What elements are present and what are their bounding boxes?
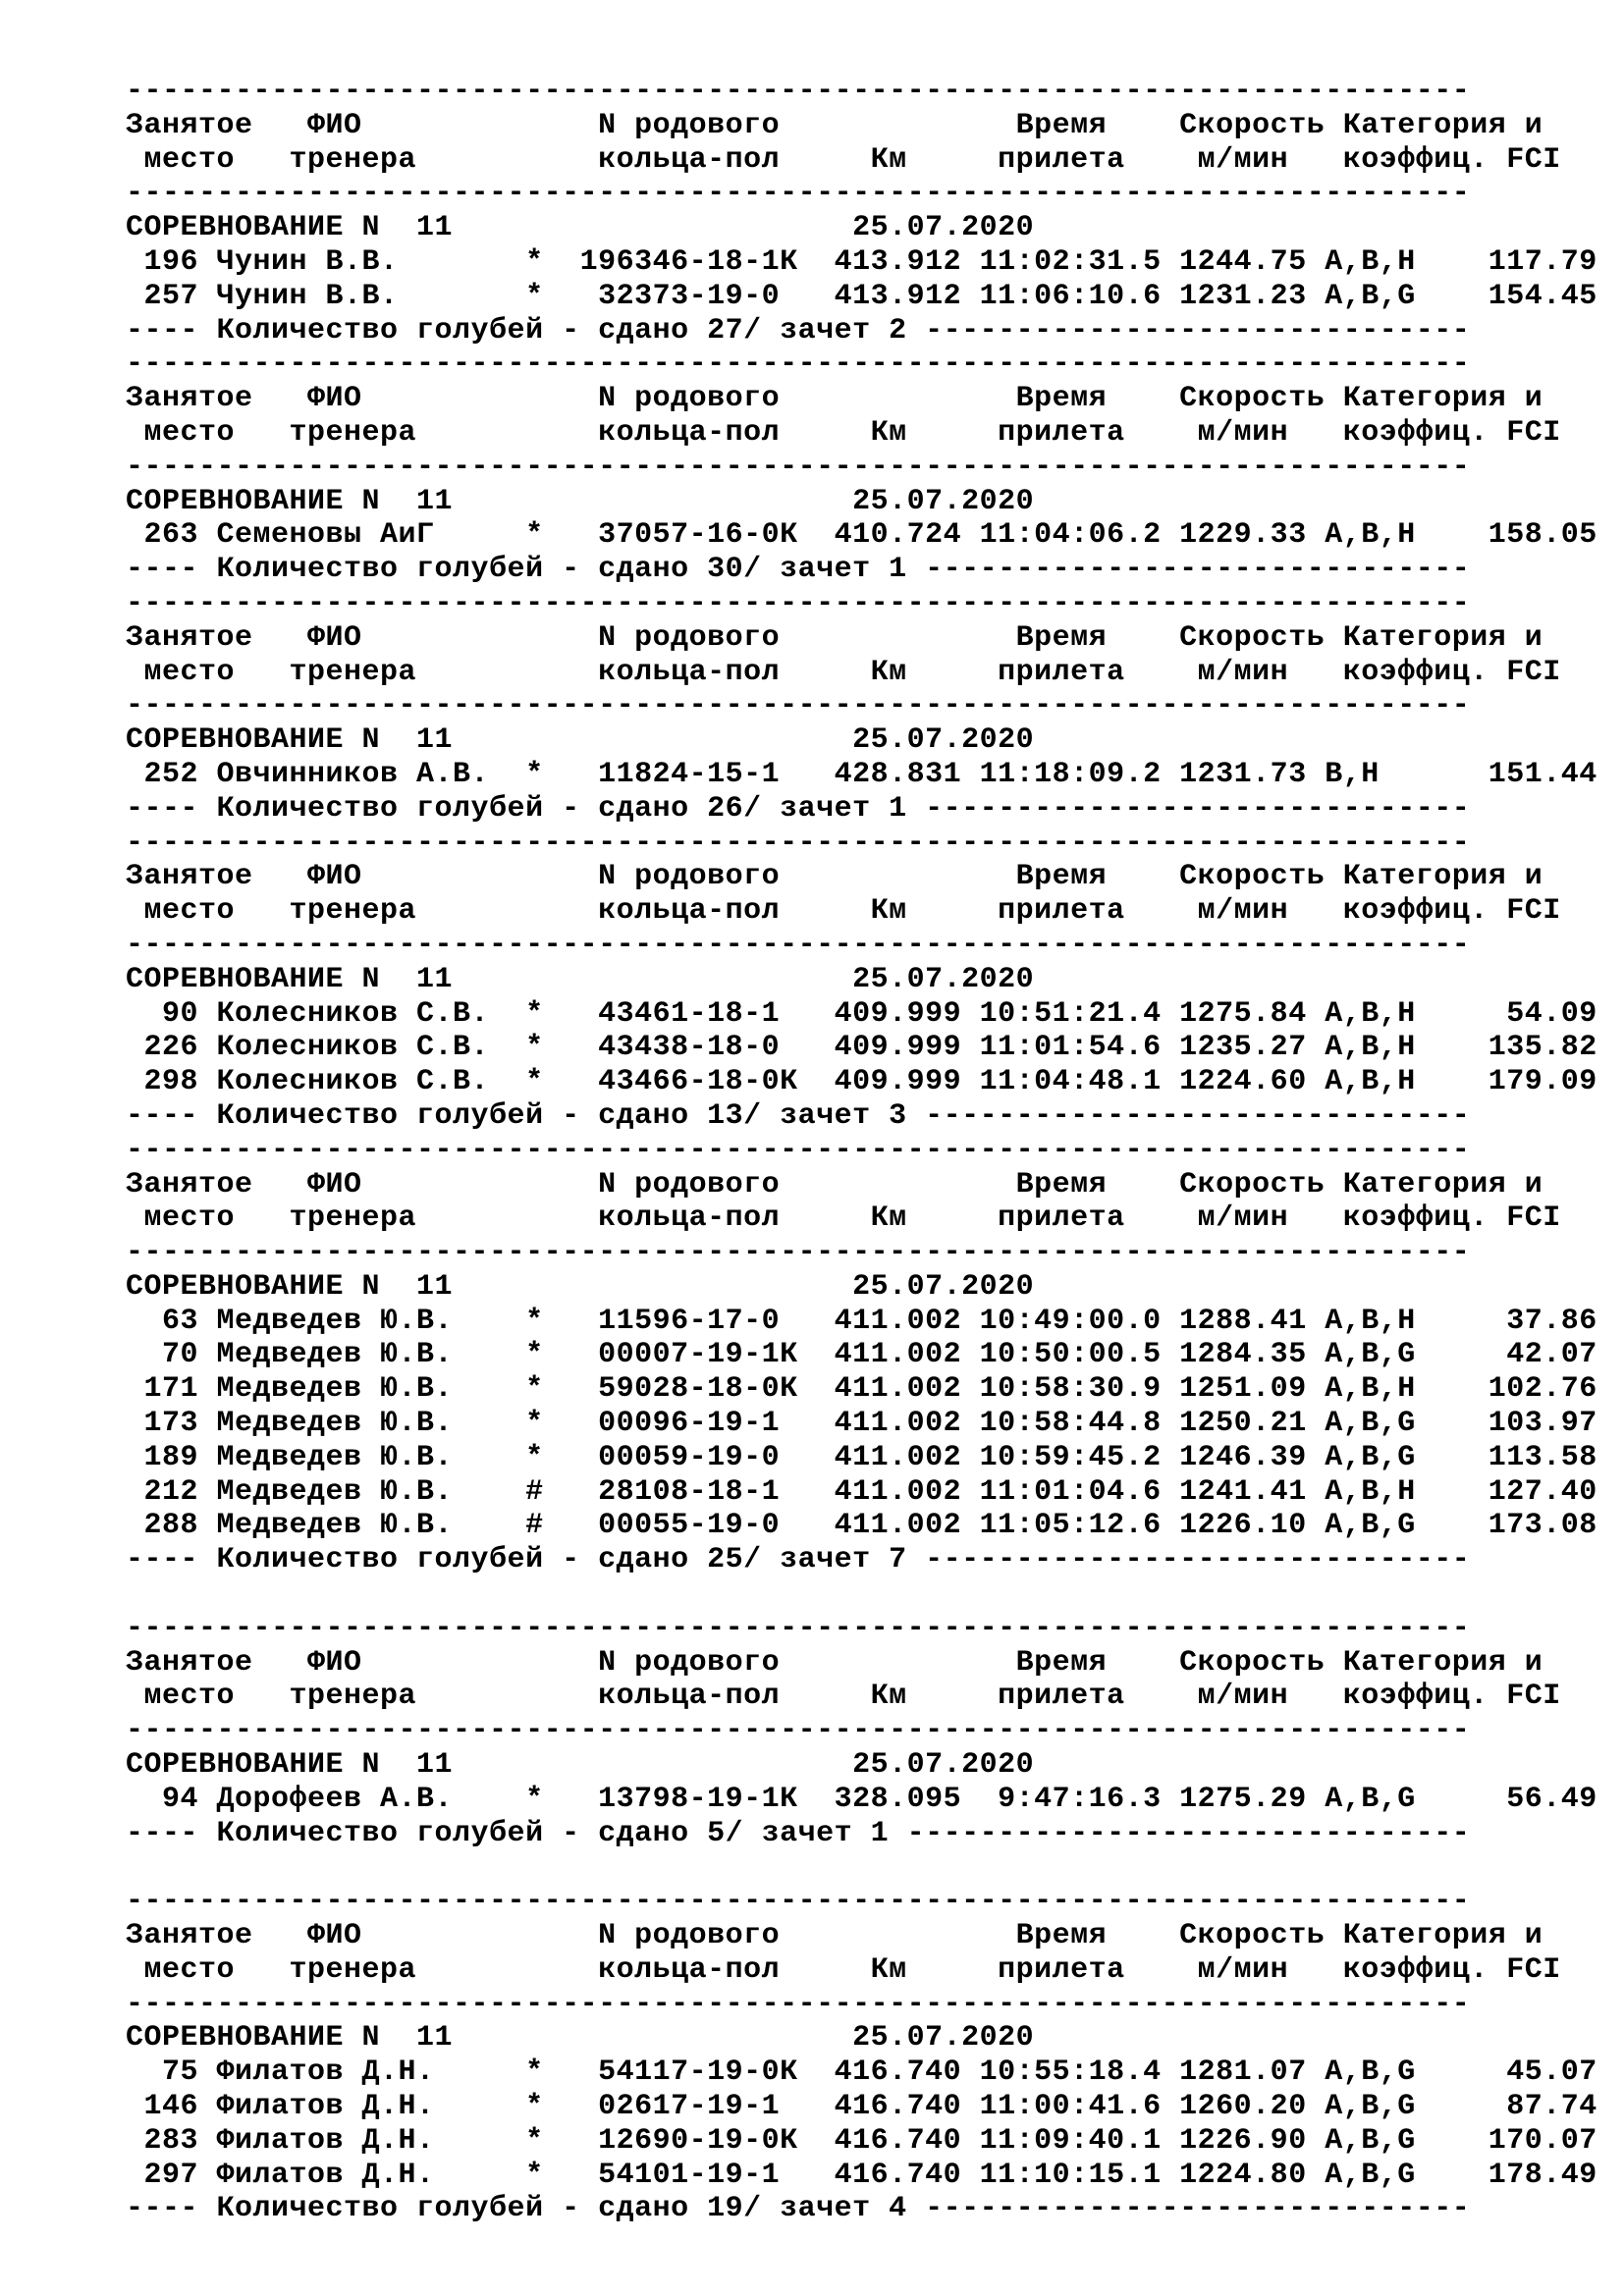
summary-line: ---- Количество голубей - сдано 26/ зачет 1 ------------------------------ bbox=[126, 791, 1471, 826]
summary-line: ---- Количество голубей - сдано 19/ зачет 4 ------------------------------ bbox=[126, 2192, 1471, 2226]
competition-line: СОРЕВНОВАНИЕ N 11 25.07.2020 bbox=[126, 484, 1035, 518]
result-row: 196 Чунин В.В. * 196346-18-1К 413.912 11:02:31.5 1244.75 A,B,H 117.79 bbox=[126, 244, 1597, 279]
result-row: 94 Дорофеев А.В. * 13798-19-1К 328.095 9:47:16.3 1275.29 A,B,G 56.49 bbox=[126, 1782, 1597, 1816]
separator-line: -------------------------------------------------------------------------- bbox=[126, 177, 1471, 211]
result-row: 171 Медведев Ю.В. * 59028-18-0К 411.002 10:58:30.9 1251.09 A,B,H 102.76 bbox=[126, 1372, 1597, 1407]
competition-line: СОРЕВНОВАНИЕ N 11 25.07.2020 bbox=[126, 211, 1035, 245]
result-row: 283 Филатов Д.Н. * 12690-19-0К 416.740 11:09:40.1 1226.90 A,B,G 170.07 bbox=[126, 2123, 1597, 2158]
result-row: 252 Овчинников А.В. * 11824-15-1 428.831 11:18:09.2 1231.73 B,H 151.44 bbox=[126, 757, 1597, 791]
column-header-line2: место тренера кольца-пол Км прилета м/мин коэффиц. FCI bbox=[126, 1201, 1561, 1236]
separator-line: -------------------------------------------------------------------------- bbox=[126, 450, 1471, 484]
separator-line: -------------------------------------------------------------------------- bbox=[126, 1236, 1471, 1270]
column-header-line2: место тренера кольца-пол Км прилета м/мин коэффиц. FCI bbox=[126, 415, 1561, 450]
summary-line: ---- Количество голубей - сдано 13/ зачет 3 ------------------------------ bbox=[126, 1098, 1471, 1133]
result-row: 173 Медведев Ю.В. * 00096-19-1 411.002 10:58:44.8 1250.21 A,B,G 103.97 bbox=[126, 1407, 1597, 1441]
result-row: 212 Медведев Ю.В. # 28108-18-1 411.002 11:01:04.6 1241.41 A,B,H 127.40 bbox=[126, 1474, 1597, 1509]
result-row: 189 Медведев Ю.В. * 00059-19-0 411.002 10:59:45.2 1246.39 A,B,G 113.58 bbox=[126, 1440, 1597, 1474]
separator-line: -------------------------------------------------------------------------- bbox=[126, 75, 1471, 108]
separator-line: -------------------------------------------------------------------------- bbox=[126, 347, 1471, 382]
column-header-line1: Занятое ФИО N родового Время Скорость Категория и bbox=[126, 860, 1543, 894]
summary-line: ---- Количество голубей - сдано 5/ зачет 1 ------------------------------- bbox=[126, 1816, 1471, 1850]
result-row: 298 Колесников С.В. * 43466-18-0К 409.999 11:04:48.1 1224.60 A,B,H 179.09 bbox=[126, 1065, 1597, 1099]
column-header-line2: место тренера кольца-пол Км прилета м/мин коэффиц. FCI bbox=[126, 142, 1561, 177]
result-row: 226 Колесников С.В. * 43438-18-0 409.999 11:01:54.6 1235.27 A,B,H 135.82 bbox=[126, 1031, 1597, 1065]
separator-line: -------------------------------------------------------------------------- bbox=[126, 1611, 1471, 1645]
result-row: 288 Медведев Ю.В. # 00055-19-0 411.002 11:05:12.6 1226.10 A,B,G 173.08 bbox=[126, 1509, 1597, 1543]
column-header-line2: место тренера кольца-пол Км прилета м/мин коэффиц. FCI bbox=[126, 1680, 1561, 1714]
separator-line: -------------------------------------------------------------------------- bbox=[126, 586, 1471, 620]
summary-line: ---- Количество голубей - сдано 25/ зачет 7 ------------------------------ bbox=[126, 1543, 1471, 1577]
result-row: 75 Филатов Д.Н. * 54117-19-0К 416.740 10:55:18.4 1281.07 A,B,G 45.07 bbox=[126, 2056, 1597, 2090]
column-header-line2: место тренера кольца-пол Км прилета м/мин коэффиц. FCI bbox=[126, 894, 1561, 929]
column-header-line2: место тренера кольца-пол Км прилета м/мин коэффиц. FCI bbox=[126, 1952, 1561, 1987]
summary-line: ---- Количество голубей - сдано 30/ зачет 1 ------------------------------ bbox=[126, 553, 1471, 587]
results-report bbox=[126, 75, 1597, 2226]
competition-line: СОРЕВНОВАНИЕ N 11 25.07.2020 bbox=[126, 962, 1035, 996]
separator-line: -------------------------------------------------------------------------- bbox=[126, 928, 1471, 962]
result-row: 63 Медведев Ю.В. * 11596-17-0 411.002 10:49:00.0 1288.41 A,B,H 37.86 bbox=[126, 1304, 1597, 1338]
column-header-line1: Занятое ФИО N родового Время Скорость Категория и bbox=[126, 382, 1543, 416]
competition-line: СОРЕВНОВАНИЕ N 11 25.07.2020 bbox=[126, 1269, 1035, 1304]
result-row: 146 Филатов Д.Н. * 02617-19-1 416.740 11:00:41.6 1260.20 A,B,G 87.74 bbox=[126, 2090, 1597, 2124]
column-header-line1: Занятое ФИО N родового Время Скорость Категория и bbox=[126, 1167, 1543, 1201]
blank-line bbox=[126, 1577, 1597, 1612]
separator-line: -------------------------------------------------------------------------- bbox=[126, 826, 1471, 860]
competition-line: СОРЕВНОВАНИЕ N 11 25.07.2020 bbox=[126, 2021, 1035, 2056]
separator-line: -------------------------------------------------------------------------- bbox=[126, 1987, 1471, 2021]
column-header-line1: Занятое ФИО N родового Время Скорость Категория и bbox=[126, 620, 1543, 655]
result-row: 257 Чунин В.В. * 32373-19-0 413.912 11:06:10.6 1231.23 A,B,G 154.45 bbox=[126, 279, 1597, 313]
blank-line bbox=[126, 1850, 1597, 1885]
result-row: 297 Филатов Д.Н. * 54101-19-1 416.740 11:10:15.1 1224.80 A,B,G 178.49 bbox=[126, 2158, 1597, 2192]
column-header-line1: Занятое ФИО N родового Время Скорость Категория и bbox=[126, 1645, 1543, 1680]
separator-line: -------------------------------------------------------------------------- bbox=[126, 1133, 1471, 1167]
result-row: 263 Семеновы АиГ * 37057-16-0К 410.724 11:04:06.2 1229.33 A,B,H 158.05 bbox=[126, 518, 1597, 553]
column-header-line2: место тренера кольца-пол Км прилета м/мин коэффиц. FCI bbox=[126, 655, 1561, 689]
competition-line: СОРЕВНОВАНИЕ N 11 25.07.2020 bbox=[126, 723, 1035, 758]
separator-line: -------------------------------------------------------------------------- bbox=[126, 689, 1471, 723]
column-header-line1: Занятое ФИО N родового Время Скорость Категория и bbox=[126, 108, 1543, 142]
column-header-line1: Занятое ФИО N родового Время Скорость Категория и bbox=[126, 1919, 1543, 1953]
competition-line: СОРЕВНОВАНИЕ N 11 25.07.2020 bbox=[126, 1748, 1035, 1783]
summary-line: ---- Количество голубей - сдано 27/ зачет 2 ------------------------------ bbox=[126, 313, 1471, 347]
result-row: 70 Медведев Ю.В. * 00007-19-1К 411.002 10:50:00.5 1284.35 A,B,G 42.07 bbox=[126, 1338, 1597, 1372]
separator-line: -------------------------------------------------------------------------- bbox=[126, 1714, 1471, 1748]
separator-line: -------------------------------------------------------------------------- bbox=[126, 1885, 1471, 1919]
result-row: 90 Колесников С.В. * 43461-18-1 409.999 10:51:21.4 1275.84 A,B,H 54.09 bbox=[126, 996, 1597, 1031]
